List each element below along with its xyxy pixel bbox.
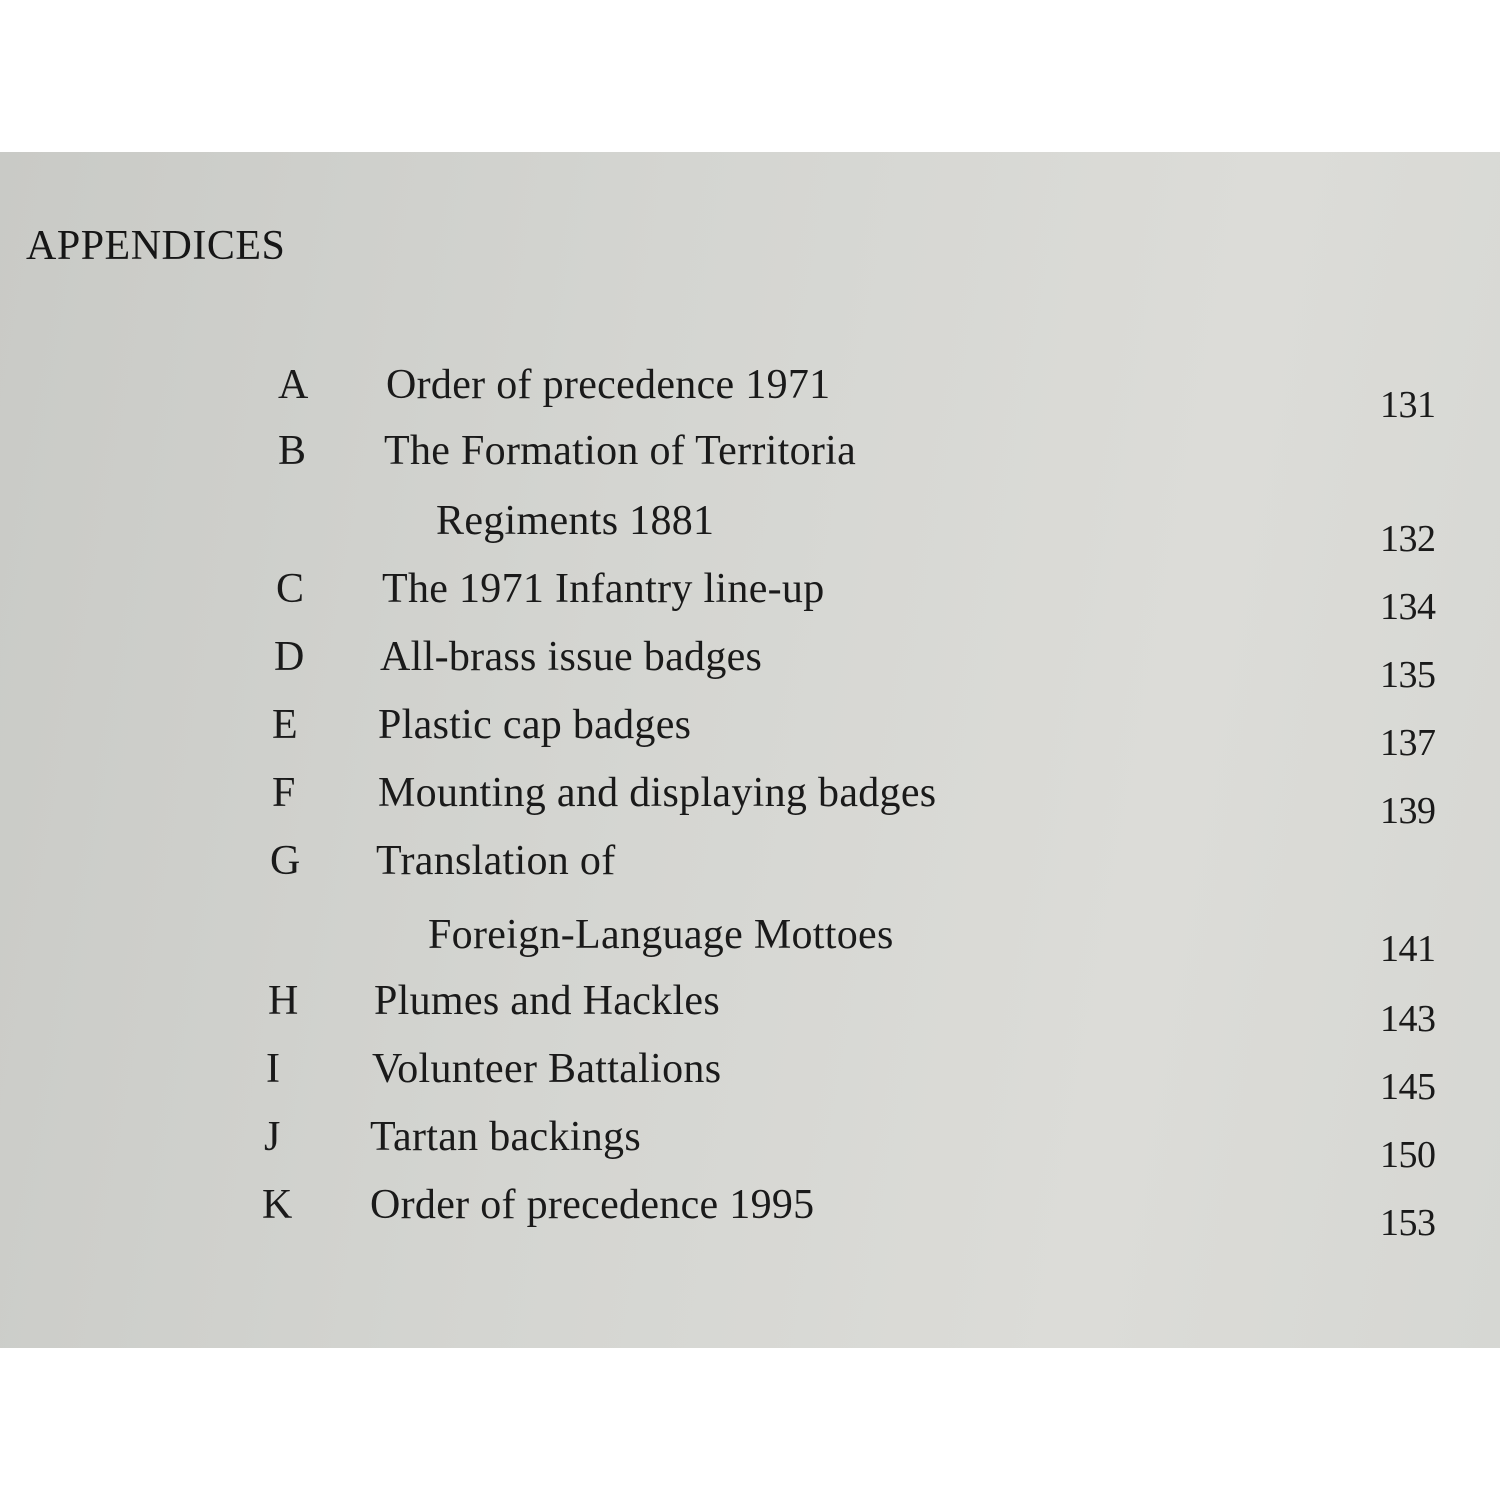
appendix-title: The 1971 Infantry line-up xyxy=(382,566,825,612)
page-number: 137 xyxy=(1380,722,1436,764)
appendix-title-continuation: Regiments 1881 xyxy=(436,498,715,544)
appendix-title: Order of precedence 1995 xyxy=(370,1182,815,1228)
appendix-letter: A xyxy=(278,362,309,408)
appendix-title: Translation of xyxy=(376,838,616,884)
appendix-letter: J xyxy=(264,1114,281,1160)
appendix-title-continuation: Foreign-Language Mottoes xyxy=(428,912,894,958)
appendix-letter: K xyxy=(262,1182,293,1228)
appendix-letter: H xyxy=(268,978,299,1024)
page-number: 150 xyxy=(1380,1134,1436,1176)
appendix-title: Plumes and Hackles xyxy=(374,978,720,1024)
appendix-title: Plastic cap badges xyxy=(378,702,692,748)
appendix-title: All-brass issue badges xyxy=(380,634,763,680)
appendix-letter: I xyxy=(266,1046,280,1092)
appendix-letter: B xyxy=(278,428,307,474)
page-number: 141 xyxy=(1380,928,1436,970)
page-number: 134 xyxy=(1380,586,1436,628)
appendix-title: Volunteer Battalions xyxy=(372,1046,722,1092)
page-number: 153 xyxy=(1380,1202,1436,1244)
page-number: 139 xyxy=(1380,790,1436,832)
appendix-title: Mounting and displaying badges xyxy=(378,770,937,816)
appendix-title: Order of precedence 1971 xyxy=(386,362,831,408)
appendix-letter: E xyxy=(272,702,298,748)
page-number: 135 xyxy=(1380,654,1436,696)
appendix-letter: C xyxy=(276,566,305,612)
appendix-letter: G xyxy=(270,838,301,884)
appendix-letter: D xyxy=(274,634,305,680)
appendix-letter: F xyxy=(272,770,296,816)
appendix-title: Tartan backings xyxy=(370,1114,641,1160)
page-number: 143 xyxy=(1380,998,1436,1040)
appendix-title: The Formation of Territoria xyxy=(384,428,857,474)
page-number: 131 xyxy=(1380,384,1436,426)
page-number: 132 xyxy=(1380,518,1436,560)
page-title: APPENDICES xyxy=(26,223,286,269)
book-page-photo xyxy=(0,152,1500,1348)
page-number: 145 xyxy=(1380,1066,1436,1108)
